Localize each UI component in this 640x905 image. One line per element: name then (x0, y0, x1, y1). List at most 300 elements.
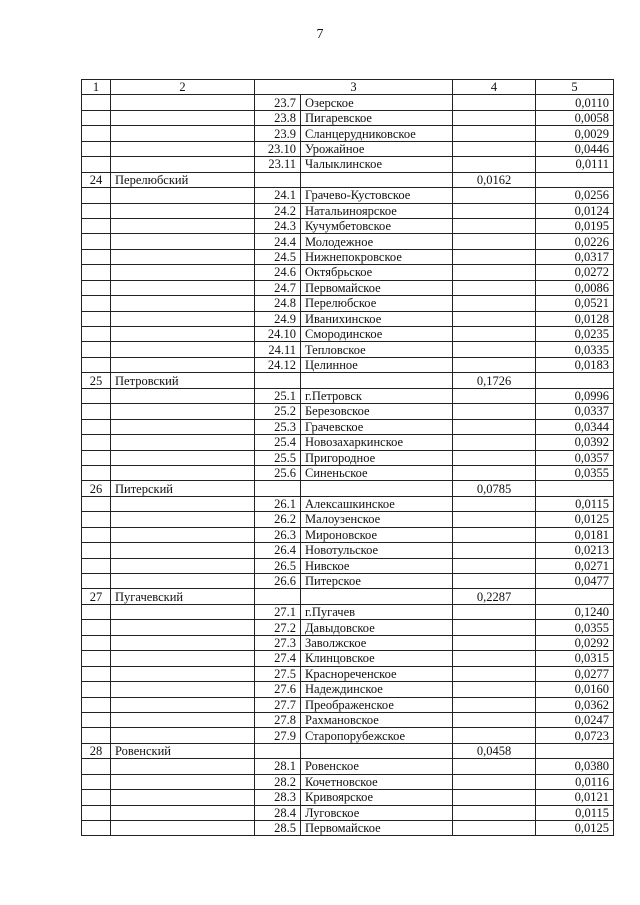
row-number (82, 805, 111, 820)
district-name (111, 651, 255, 666)
settlement-value: 0,0357 (536, 450, 614, 465)
settlement-name: Целинное (301, 357, 453, 372)
settlement-name: Чалыклинское (301, 157, 453, 172)
settlement-value: 0,0183 (536, 357, 614, 372)
header-col-4: 4 (453, 80, 536, 95)
settlement-name: Заволжское (301, 635, 453, 650)
settlement-code: 27.4 (255, 651, 301, 666)
table-row (82, 249, 614, 264)
settlement-code: 25.6 (255, 465, 301, 480)
settlement-name (301, 172, 453, 187)
district-value (453, 805, 536, 820)
settlement-value: 0,0226 (536, 234, 614, 249)
district-name (111, 435, 255, 450)
district-name (111, 188, 255, 203)
row-number (82, 419, 111, 434)
settlement-code: 27.5 (255, 666, 301, 681)
district-value (453, 821, 536, 836)
table-row (82, 712, 614, 727)
district-name (111, 126, 255, 141)
settlement-code: 26.2 (255, 512, 301, 527)
district-name (111, 774, 255, 789)
table-row (82, 218, 614, 233)
settlement-value: 0,0337 (536, 404, 614, 419)
table-row (82, 620, 614, 635)
district-value (453, 419, 536, 434)
settlement-name: Нивское (301, 558, 453, 573)
table-row (82, 388, 614, 403)
settlement-value: 0,0235 (536, 327, 614, 342)
settlement-name: Кочетновское (301, 774, 453, 789)
settlement-code: 26.4 (255, 543, 301, 558)
row-number (82, 697, 111, 712)
settlement-value (536, 481, 614, 496)
settlement-code: 28.4 (255, 805, 301, 820)
settlement-code: 24.2 (255, 203, 301, 218)
district-name (111, 342, 255, 357)
row-number (82, 141, 111, 156)
settlement-code: 27.6 (255, 682, 301, 697)
district-value: 0,0162 (453, 172, 536, 187)
district-value (453, 682, 536, 697)
settlement-value: 0,0335 (536, 342, 614, 357)
settlement-name: Кривоярское (301, 790, 453, 805)
settlement-value: 0,0247 (536, 712, 614, 727)
table-body (82, 80, 614, 836)
row-number (82, 666, 111, 681)
table-row (82, 759, 614, 774)
settlement-name: Кучумбетовское (301, 218, 453, 233)
table-row (82, 774, 614, 789)
settlement-name: Синеньское (301, 465, 453, 480)
settlement-name: Пригородное (301, 450, 453, 465)
settlement-code: 23.9 (255, 126, 301, 141)
district-value (453, 666, 536, 681)
settlement-value: 0,0477 (536, 574, 614, 589)
table-row (82, 157, 614, 172)
district-name (111, 388, 255, 403)
row-number (82, 574, 111, 589)
table-row (82, 280, 614, 295)
settlement-name: Первомайское (301, 280, 453, 295)
district-name (111, 157, 255, 172)
table-row (82, 327, 614, 342)
table-row (82, 821, 614, 836)
district-value (453, 95, 536, 110)
settlement-name: Рахмановское (301, 712, 453, 727)
settlement-value: 0,0086 (536, 280, 614, 295)
settlement-name: Первомайское (301, 821, 453, 836)
district-value (453, 774, 536, 789)
settlement-value: 0,0115 (536, 496, 614, 511)
district-row (82, 373, 614, 388)
district-name (111, 728, 255, 743)
settlement-code: 24.1 (255, 188, 301, 203)
settlement-value (536, 743, 614, 758)
settlement-name: Новозахаркинское (301, 435, 453, 450)
district-value (453, 604, 536, 619)
district-name (111, 450, 255, 465)
settlement-value: 0,0521 (536, 296, 614, 311)
row-number (82, 280, 111, 295)
table-row (82, 110, 614, 125)
district-name (111, 234, 255, 249)
settlement-code: 24.12 (255, 357, 301, 372)
settlement-value: 0,0446 (536, 141, 614, 156)
settlement-value: 0,0315 (536, 651, 614, 666)
settlement-name: г.Петровск (301, 388, 453, 403)
settlement-name: Питерское (301, 574, 453, 589)
table-row (82, 666, 614, 681)
row-number (82, 311, 111, 326)
table-row (82, 496, 614, 511)
settlement-code: 26.1 (255, 496, 301, 511)
settlement-name: Ровенское (301, 759, 453, 774)
table-row (82, 342, 614, 357)
district-name (111, 635, 255, 650)
district-name (111, 311, 255, 326)
header-col-5: 5 (536, 80, 614, 95)
settlement-name: Березовское (301, 404, 453, 419)
settlement-code: 24.5 (255, 249, 301, 264)
row-number (82, 435, 111, 450)
settlement-value: 0,0181 (536, 527, 614, 542)
row-number (82, 682, 111, 697)
settlement-code: 27.8 (255, 712, 301, 727)
table-row (82, 604, 614, 619)
settlement-value: 0,0124 (536, 203, 614, 218)
district-name (111, 558, 255, 573)
table-row (82, 558, 614, 573)
table-row (82, 790, 614, 805)
settlement-value: 0,0355 (536, 620, 614, 635)
settlement-name: Пигаревское (301, 110, 453, 125)
district-value (453, 543, 536, 558)
district-name (111, 604, 255, 619)
row-number: 24 (82, 172, 111, 187)
settlement-value: 0,0380 (536, 759, 614, 774)
settlement-code: 24.9 (255, 311, 301, 326)
settlement-value: 0,0125 (536, 512, 614, 527)
district-value (453, 218, 536, 233)
settlement-code (255, 373, 301, 388)
settlement-name: Урожайное (301, 141, 453, 156)
settlement-value: 0,0110 (536, 95, 614, 110)
settlement-code: 26.6 (255, 574, 301, 589)
row-number (82, 821, 111, 836)
row-number (82, 558, 111, 573)
settlement-name: Сланцерудниковское (301, 126, 453, 141)
settlement-code: 27.7 (255, 697, 301, 712)
settlement-name: Грачево-Кустовское (301, 188, 453, 203)
district-value (453, 280, 536, 295)
table-row (82, 527, 614, 542)
district-value (453, 651, 536, 666)
settlement-code: 27.3 (255, 635, 301, 650)
row-number (82, 790, 111, 805)
settlement-code: 23.10 (255, 141, 301, 156)
table-row (82, 435, 614, 450)
settlement-value: 0,0355 (536, 465, 614, 480)
table-row (82, 404, 614, 419)
table-row (82, 728, 614, 743)
district-value: 0,2287 (453, 589, 536, 604)
table-row (82, 126, 614, 141)
header-col-3: 3 (255, 80, 453, 95)
settlement-value: 0,0195 (536, 218, 614, 233)
row-number (82, 388, 111, 403)
district-value (453, 234, 536, 249)
table-row (82, 651, 614, 666)
row-number (82, 157, 111, 172)
row-number (82, 635, 111, 650)
district-value (453, 265, 536, 280)
settlement-code (255, 172, 301, 187)
row-number (82, 203, 111, 218)
district-row (82, 172, 614, 187)
settlement-code: 28.1 (255, 759, 301, 774)
settlement-code: 25.3 (255, 419, 301, 434)
row-number: 25 (82, 373, 111, 388)
row-number (82, 327, 111, 342)
settlement-value: 0,0029 (536, 126, 614, 141)
table-row (82, 805, 614, 820)
settlement-name: Давыдовское (301, 620, 453, 635)
district-value: 0,0785 (453, 481, 536, 496)
table-row (82, 682, 614, 697)
row-number (82, 126, 111, 141)
district-name (111, 141, 255, 156)
row-number (82, 774, 111, 789)
district-name (111, 404, 255, 419)
table-row (82, 357, 614, 372)
district-value (453, 404, 536, 419)
settlement-name: Малоузенское (301, 512, 453, 527)
settlement-name: Новотульское (301, 543, 453, 558)
header-col-2: 2 (111, 80, 255, 95)
settlement-value: 0,0362 (536, 697, 614, 712)
district-value (453, 759, 536, 774)
row-number (82, 465, 111, 480)
settlement-name: Луговское (301, 805, 453, 820)
settlement-name: Октябрьское (301, 265, 453, 280)
data-table (81, 79, 614, 836)
table-header-row (82, 80, 614, 95)
district-name (111, 327, 255, 342)
settlement-name: Клинцовское (301, 651, 453, 666)
row-number (82, 188, 111, 203)
district-value (453, 712, 536, 727)
settlement-code (255, 481, 301, 496)
settlement-code: 24.4 (255, 234, 301, 249)
district-value (453, 157, 536, 172)
settlement-name: Краснореченское (301, 666, 453, 681)
row-number (82, 110, 111, 125)
settlement-code: 24.7 (255, 280, 301, 295)
district-name: Питерский (111, 481, 255, 496)
settlement-code: 27.2 (255, 620, 301, 635)
settlement-code: 24.8 (255, 296, 301, 311)
settlement-value: 0,0392 (536, 435, 614, 450)
district-value (453, 296, 536, 311)
row-number: 28 (82, 743, 111, 758)
row-number (82, 620, 111, 635)
settlement-name: Смородинское (301, 327, 453, 342)
settlement-code: 26.3 (255, 527, 301, 542)
settlement-name: Молодежное (301, 234, 453, 249)
settlement-value: 0,0723 (536, 728, 614, 743)
settlement-value: 0,1240 (536, 604, 614, 619)
settlement-name (301, 481, 453, 496)
district-value (453, 249, 536, 264)
settlement-code (255, 589, 301, 604)
table-row (82, 419, 614, 434)
district-name (111, 790, 255, 805)
row-number (82, 296, 111, 311)
district-name (111, 759, 255, 774)
row-number (82, 234, 111, 249)
district-value (453, 327, 536, 342)
row-number (82, 265, 111, 280)
settlement-name: Алексашкинское (301, 496, 453, 511)
district-name (111, 203, 255, 218)
table-row (82, 512, 614, 527)
district-value (453, 496, 536, 511)
table-row (82, 635, 614, 650)
district-value (453, 527, 536, 542)
settlement-code: 23.11 (255, 157, 301, 172)
row-number: 26 (82, 481, 111, 496)
settlement-value: 0,0256 (536, 188, 614, 203)
table-row (82, 95, 614, 110)
table-row (82, 296, 614, 311)
district-name (111, 249, 255, 264)
settlement-name: Надеждинское (301, 682, 453, 697)
settlement-value (536, 589, 614, 604)
settlement-code: 23.8 (255, 110, 301, 125)
settlement-code: 26.5 (255, 558, 301, 573)
settlement-name: Мироновское (301, 527, 453, 542)
table-row (82, 450, 614, 465)
district-name (111, 419, 255, 434)
district-name (111, 110, 255, 125)
table-row (82, 697, 614, 712)
row-number (82, 357, 111, 372)
settlement-name: Тепловское (301, 342, 453, 357)
district-value: 0,0458 (453, 743, 536, 758)
settlement-code: 24.11 (255, 342, 301, 357)
district-value (453, 141, 536, 156)
header-col-1: 1 (82, 80, 111, 95)
settlement-value: 0,0125 (536, 821, 614, 836)
district-name (111, 697, 255, 712)
district-name (111, 682, 255, 697)
district-name (111, 543, 255, 558)
settlement-code: 24.3 (255, 218, 301, 233)
table-row (82, 543, 614, 558)
settlement-value: 0,0121 (536, 790, 614, 805)
row-number (82, 496, 111, 511)
district-name (111, 712, 255, 727)
settlement-value: 0,0317 (536, 249, 614, 264)
district-name (111, 265, 255, 280)
district-name: Пугачевский (111, 589, 255, 604)
row-number (82, 527, 111, 542)
settlement-code (255, 743, 301, 758)
district-value (453, 203, 536, 218)
district-name (111, 666, 255, 681)
district-value (453, 697, 536, 712)
district-row (82, 589, 614, 604)
settlement-code: 27.9 (255, 728, 301, 743)
settlement-value: 0,0111 (536, 157, 614, 172)
row-number (82, 728, 111, 743)
row-number (82, 604, 111, 619)
settlement-value: 0,0277 (536, 666, 614, 681)
row-number (82, 95, 111, 110)
district-value (453, 311, 536, 326)
district-name (111, 357, 255, 372)
district-name (111, 512, 255, 527)
row-number (82, 249, 111, 264)
district-name (111, 620, 255, 635)
table-row (82, 311, 614, 326)
settlement-value: 0,0128 (536, 311, 614, 326)
settlement-name (301, 373, 453, 388)
settlement-value: 0,0996 (536, 388, 614, 403)
table-row (82, 465, 614, 480)
district-name (111, 574, 255, 589)
settlement-value: 0,0116 (536, 774, 614, 789)
district-value (453, 357, 536, 372)
district-value (453, 110, 536, 125)
settlement-name: Нижнепокровское (301, 249, 453, 264)
settlement-name: Иванихинское (301, 311, 453, 326)
district-name (111, 296, 255, 311)
settlement-code: 25.5 (255, 450, 301, 465)
row-number (82, 712, 111, 727)
settlement-value: 0,0160 (536, 682, 614, 697)
district-name (111, 280, 255, 295)
settlement-code: 28.5 (255, 821, 301, 836)
district-value (453, 126, 536, 141)
district-name: Перелюбский (111, 172, 255, 187)
table-row (82, 141, 614, 156)
district-value (453, 620, 536, 635)
settlement-code: 28.2 (255, 774, 301, 789)
settlement-name: Преображенское (301, 697, 453, 712)
table-row (82, 574, 614, 589)
district-name: Петровский (111, 373, 255, 388)
table-row (82, 203, 614, 218)
district-value (453, 465, 536, 480)
table-row (82, 234, 614, 249)
district-name (111, 821, 255, 836)
row-number (82, 342, 111, 357)
district-value (453, 435, 536, 450)
row-number (82, 512, 111, 527)
row-number (82, 759, 111, 774)
settlement-value: 0,0213 (536, 543, 614, 558)
settlement-name: Грачевское (301, 419, 453, 434)
settlement-value: 0,0271 (536, 558, 614, 573)
district-value (453, 574, 536, 589)
district-row (82, 743, 614, 758)
settlement-code: 25.1 (255, 388, 301, 403)
settlement-code: 24.6 (255, 265, 301, 280)
district-name (111, 527, 255, 542)
settlement-code: 27.1 (255, 604, 301, 619)
